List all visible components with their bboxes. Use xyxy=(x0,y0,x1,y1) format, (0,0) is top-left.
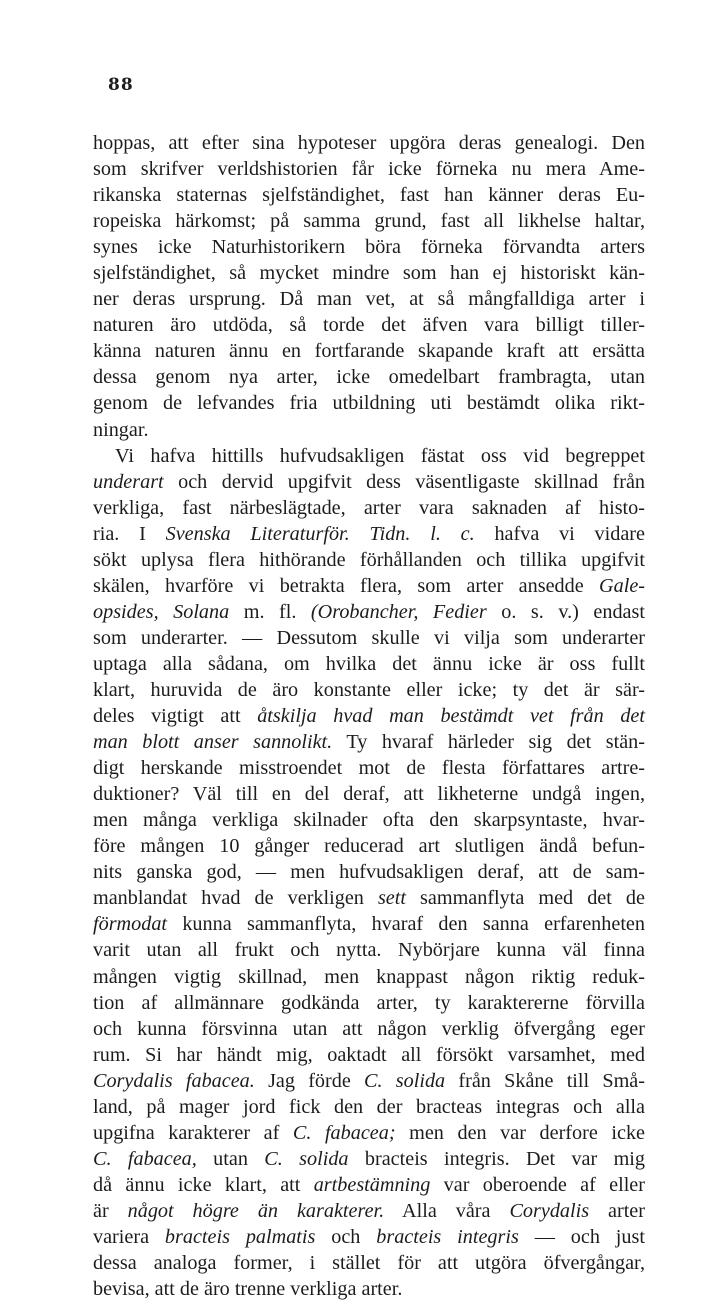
text-segment: uptaga alla sådana, om hvilka det ännu icke är oss fullt xyxy=(93,652,645,675)
text-segment: — och just xyxy=(518,1225,645,1248)
text-line xyxy=(93,1042,645,1068)
text-segment: tion af allmännare godkända arter, ty karaktererne förvilla xyxy=(93,991,645,1014)
italic-text: underart xyxy=(93,470,164,493)
text-line xyxy=(93,547,645,573)
text-line xyxy=(93,156,645,182)
text-line xyxy=(93,182,645,208)
italic-text: något högre än karakterer. xyxy=(127,1199,385,1222)
text-line xyxy=(93,833,645,859)
text-segment: ria. I xyxy=(93,522,166,545)
text-line xyxy=(93,911,645,937)
text-segment: Jag förde xyxy=(254,1069,365,1092)
italic-text: C. solida xyxy=(264,1147,349,1170)
text-segment: variera xyxy=(93,1225,165,1248)
italic-text: artbestämning xyxy=(313,1173,431,1196)
text-segment: land, på mager jord fick den der bracteas integras och alla xyxy=(93,1095,645,1118)
text-segment: verkliga, fast närbeslägtade, arter vara saknaden af histo- xyxy=(93,496,645,519)
text-segment: varit utan all frukt och nytta. Nybörjare kunna väl finna xyxy=(93,939,645,962)
italic-text: förmodat xyxy=(93,913,168,936)
text-line xyxy=(93,1198,645,1224)
text-line xyxy=(93,964,645,990)
text-segment: nits ganska god, — men hufvudsakligen deraf, att de sam- xyxy=(93,861,645,884)
text-segment: sjelfständighet, så mycket mindre som han ej historiskt kän- xyxy=(93,262,645,285)
text-segment: hoppas, att efter sina hypoteser upgöra deras genealogi. Den xyxy=(93,132,645,154)
text-segment: men den var derfore icke xyxy=(395,1121,645,1144)
text-segment: men många verkliga skilnader ofta den skarpsyntaste, hvar- xyxy=(93,809,645,832)
text-line xyxy=(93,781,645,807)
text-line xyxy=(93,390,645,416)
text-line xyxy=(93,364,645,390)
text-line xyxy=(93,1250,645,1276)
text-line xyxy=(93,338,645,364)
text-segment: kunna sammanflyta, hvaraf den sanna erfarenheten xyxy=(167,913,645,936)
text-line xyxy=(93,208,645,234)
text-segment: manblandat hvad de verkligen xyxy=(93,887,378,910)
text-line xyxy=(93,729,645,755)
text-segment: deles vigtigt att xyxy=(93,705,258,728)
italic-text: opsides, Solana xyxy=(93,600,230,623)
text-segment: och kunna försvinna utan att någon verklig öfvergång eger xyxy=(93,1017,645,1040)
text-line xyxy=(93,234,645,260)
text-segment: från Skåne till Små- xyxy=(445,1069,645,1092)
text-segment: Alla våra xyxy=(384,1199,510,1222)
text-segment: Vi hafva hittills hufvudsakligen fästat oss vid begreppet xyxy=(115,444,645,467)
text-line xyxy=(93,286,645,312)
text-segment: rikanska staternas sjelfständighet, fast han känner deras Eu- xyxy=(93,184,645,207)
text-segment: naturen äro utdöda, så torde det äfven vara billigt tiller- xyxy=(93,314,645,337)
text-segment: rum. Si har händt mig, oaktadt all försökt varsamhet, med xyxy=(93,1043,645,1066)
body-text xyxy=(93,130,645,1302)
text-segment: då ännu icke klart, att xyxy=(93,1173,314,1196)
text-line xyxy=(93,130,645,156)
text-segment: känna naturen ännu en fortfarande skapande kraft att ersätta xyxy=(93,340,645,363)
italic-text: man blott anser sannolikt. xyxy=(93,731,333,754)
text-segment: är xyxy=(93,1199,128,1222)
text-segment: var oberoende af eller xyxy=(430,1173,645,1196)
text-segment: upgifna karakterer af xyxy=(93,1121,293,1144)
text-line xyxy=(93,469,645,495)
text-segment: bevisa, att de äro trenne verkliga arter. xyxy=(93,1278,403,1301)
text-segment: ropeiska härkomst; på samma grund, fast all likhelse haltar, xyxy=(93,210,645,233)
italic-text: Corydalis xyxy=(509,1199,590,1222)
text-line xyxy=(93,859,645,885)
text-line xyxy=(93,937,645,963)
text-line xyxy=(93,260,645,286)
italic-text: bracteis palmatis xyxy=(164,1225,316,1248)
text-line xyxy=(93,443,645,469)
page-number: 88 xyxy=(108,75,134,95)
text-segment: m. fl. xyxy=(229,600,311,623)
text-segment: Ty hvaraf härleder sig det stän- xyxy=(332,731,645,754)
text-line xyxy=(93,1172,645,1198)
text-line xyxy=(93,1146,645,1172)
text-segment: och xyxy=(315,1225,377,1248)
text-segment: digt herskande misstroendet mot de flesta författares artre- xyxy=(93,757,645,780)
text-line xyxy=(93,1068,645,1094)
text-line xyxy=(93,755,645,781)
text-segment: sökt uplysa flera hithörande förhållanden och tillika upgifvit xyxy=(93,548,645,571)
italic-text: åtskilja hvad man bestämdt vet från det xyxy=(257,705,645,728)
text-line xyxy=(93,1094,645,1120)
italic-text: C. fabacea, xyxy=(93,1147,197,1170)
text-segment: skälen, hvarföre vi betrakta flera, som arter ansedde xyxy=(93,574,600,597)
italic-text: bracteis integris xyxy=(376,1225,519,1248)
text-segment: arter xyxy=(589,1199,645,1222)
text-segment: och dervid upgifvit dess väsentligaste skillnad från xyxy=(163,470,645,493)
text-segment: ningar. xyxy=(93,418,149,441)
text-line xyxy=(93,990,645,1016)
text-segment: mången vigtig skillnad, men knappast någon riktig reduk- xyxy=(93,965,645,988)
text-line xyxy=(93,625,645,651)
text-segment: sammanflyta med det de xyxy=(406,887,645,910)
italic-text: Gale- xyxy=(599,574,645,597)
text-segment: genom de lefvandes fria utbildning uti bestämdt olika rikt- xyxy=(93,392,645,415)
text-segment: dessa genom nya arter, icke omedelbart frambragta, utan xyxy=(93,366,645,389)
italic-text: Corydalis fabacea. xyxy=(93,1069,255,1092)
text-line xyxy=(93,703,645,729)
text-line xyxy=(93,677,645,703)
italic-text: (Orobancher, Fedier xyxy=(310,600,487,623)
italic-text: Svenska Literaturför. Tidn. l. c. xyxy=(165,522,475,545)
text-segment: utan xyxy=(196,1147,265,1170)
text-line xyxy=(93,599,645,625)
text-line xyxy=(93,521,645,547)
text-segment: som underarter. — Dessutom skulle vi vilja som underarter xyxy=(93,626,645,649)
text-segment: hafva vi vidare xyxy=(474,522,645,545)
text-segment: duktioner? Väl till en del deraf, att likheterne undgå ingen, xyxy=(93,783,645,806)
text-line xyxy=(93,1224,645,1250)
italic-text: sett xyxy=(377,887,406,910)
text-line xyxy=(93,651,645,677)
text-line xyxy=(93,885,645,911)
text-segment: synes icke Naturhistorikern böra förneka förvandta arters xyxy=(93,236,645,259)
text-line xyxy=(93,495,645,521)
text-line xyxy=(93,1276,645,1302)
text-segment: klart, huruvida de äro konstante eller icke; ty det är sär- xyxy=(93,678,645,701)
text-segment: o. s. v.) endast xyxy=(486,600,645,623)
text-segment: ner deras ursprung. Då man vet, at så mångfalldiga arter i xyxy=(93,288,645,311)
italic-text: C. fabacea; xyxy=(292,1121,396,1144)
text-line xyxy=(93,417,645,443)
text-line xyxy=(93,1016,645,1042)
text-line xyxy=(93,312,645,338)
italic-text: C. solida xyxy=(364,1069,446,1092)
text-segment: bracteis integris. Det var mig xyxy=(348,1147,646,1170)
text-segment: dessa analoga former, i stället för att utgöra öfvergångar, xyxy=(93,1252,645,1275)
text-segment: som skrifver verldshistorien får icke förneka nu mera Ame- xyxy=(93,158,645,181)
text-line xyxy=(93,573,645,599)
text-line xyxy=(93,1120,645,1146)
text-line xyxy=(93,807,645,833)
text-segment: före mången 10 gånger reducerad art slutligen ändå befun- xyxy=(93,835,645,858)
